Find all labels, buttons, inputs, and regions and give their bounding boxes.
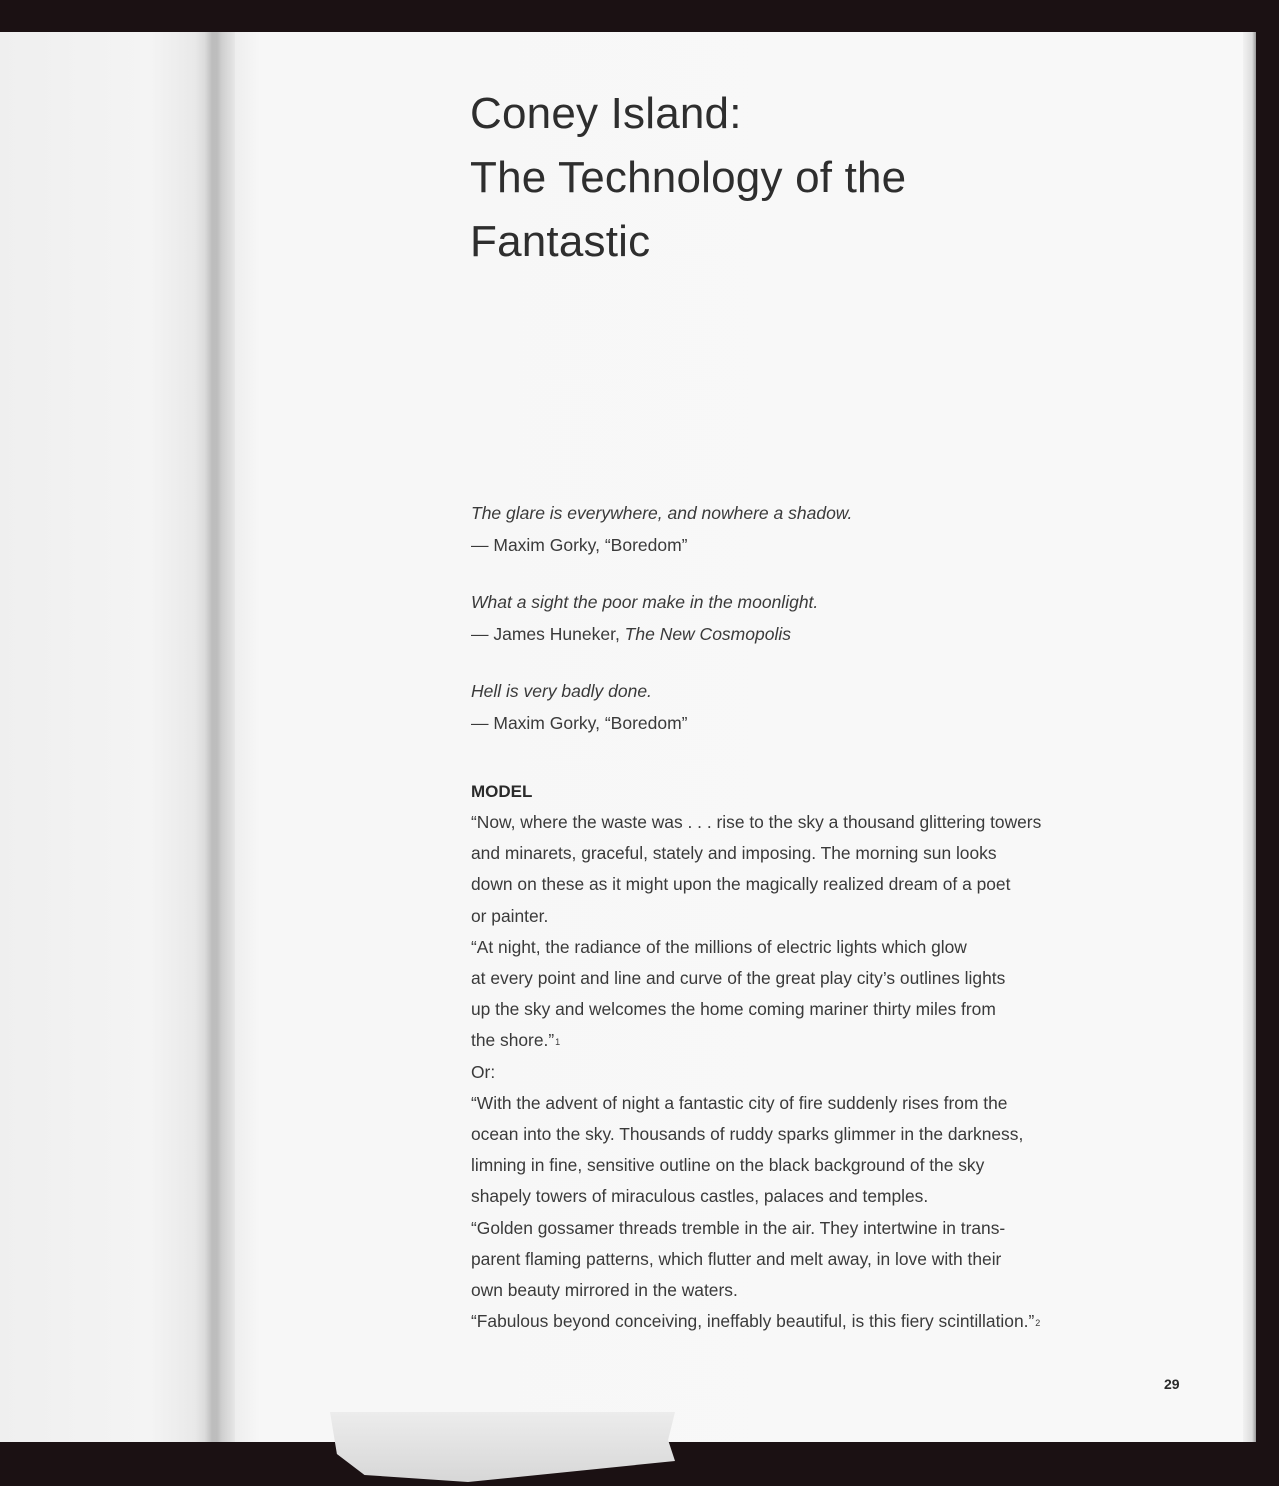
epigraph-quote: Hell is very badly done. [471, 681, 652, 701]
body-line: limning in fine, sensitive outline on the black background of the sky [471, 1155, 985, 1176]
chapter-title-line-1: Coney Island: [470, 89, 742, 138]
attribution-author: — James Huneker, [471, 624, 625, 644]
body-line [471, 1306, 1181, 1337]
attribution-work-title: The New Cosmopolis [624, 624, 791, 644]
chapter-title [470, 82, 1190, 274]
chapter-title-line-2: The Technology of the [470, 153, 907, 202]
epigraphs [471, 497, 1171, 764]
epigraph-quote: What a sight the poor make in the moonlight. [471, 592, 819, 612]
body-line: up the sky and welcomes the home coming mariner thirty miles from [471, 999, 996, 1020]
body-line [471, 1025, 1181, 1056]
body-line: Or: [471, 1061, 496, 1082]
epigraph-attribution: — Maxim Gorky, “Boredom” [471, 535, 688, 555]
footnote-marker: 2 [1035, 1318, 1041, 1329]
body-line: at every point and line and curve of the great play city’s outlines lights [471, 968, 1006, 989]
chapter-title-line-3: Fantastic [470, 217, 651, 266]
epigraph-attribution: — Maxim Gorky, “Boredom” [471, 713, 688, 733]
epigraph-attribution [471, 618, 1171, 650]
epigraph-2 [471, 586, 1171, 650]
body-line: or painter. [471, 905, 549, 926]
page-number: 29 [1164, 1376, 1180, 1392]
body-line: and minarets, graceful, stately and imposing. The morning sun looks [471, 843, 997, 864]
book-gutter [195, 32, 235, 1442]
model-section [471, 777, 1181, 1337]
footnote-marker: 1 [555, 1037, 561, 1048]
section-heading: MODEL [471, 782, 533, 801]
body-line: “At night, the radiance of the millions of electric lights which glow [471, 936, 967, 957]
body-line: ocean into the sky. Thousands of ruddy sparks glimmer in the darkness, [471, 1124, 1024, 1145]
body-line: down on these as it might upon the magically realized dream of a poet [471, 874, 1011, 895]
body-line: parent flaming patterns, which flutter and melt away, in love with their [471, 1248, 1002, 1269]
body-line: “Golden gossamer threads tremble in the air. They intertwine in trans- [471, 1217, 1006, 1238]
epigraph-quote: The glare is everywhere, and nowhere a shadow. [471, 503, 853, 523]
epigraph-3 [471, 675, 1171, 739]
body-text [471, 807, 1181, 1337]
epigraph-1 [471, 497, 1171, 561]
page-edge [1243, 32, 1256, 1442]
body-line: “Now, where the waste was . . . rise to the sky a thousand glittering towers [471, 812, 1042, 832]
body-line-text: “Fabulous beyond conceiving, ineffably beautiful, is this fiery scintillation.” [471, 1311, 1035, 1332]
body-line-text: the shore.” [471, 1030, 555, 1051]
body-line: own beauty mirrored in the waters. [471, 1280, 738, 1301]
body-line: shapely towers of miraculous castles, palaces and temples. [471, 1186, 929, 1207]
body-line: “With the advent of night a fantastic city of fire suddenly rises from the [471, 1092, 1008, 1113]
